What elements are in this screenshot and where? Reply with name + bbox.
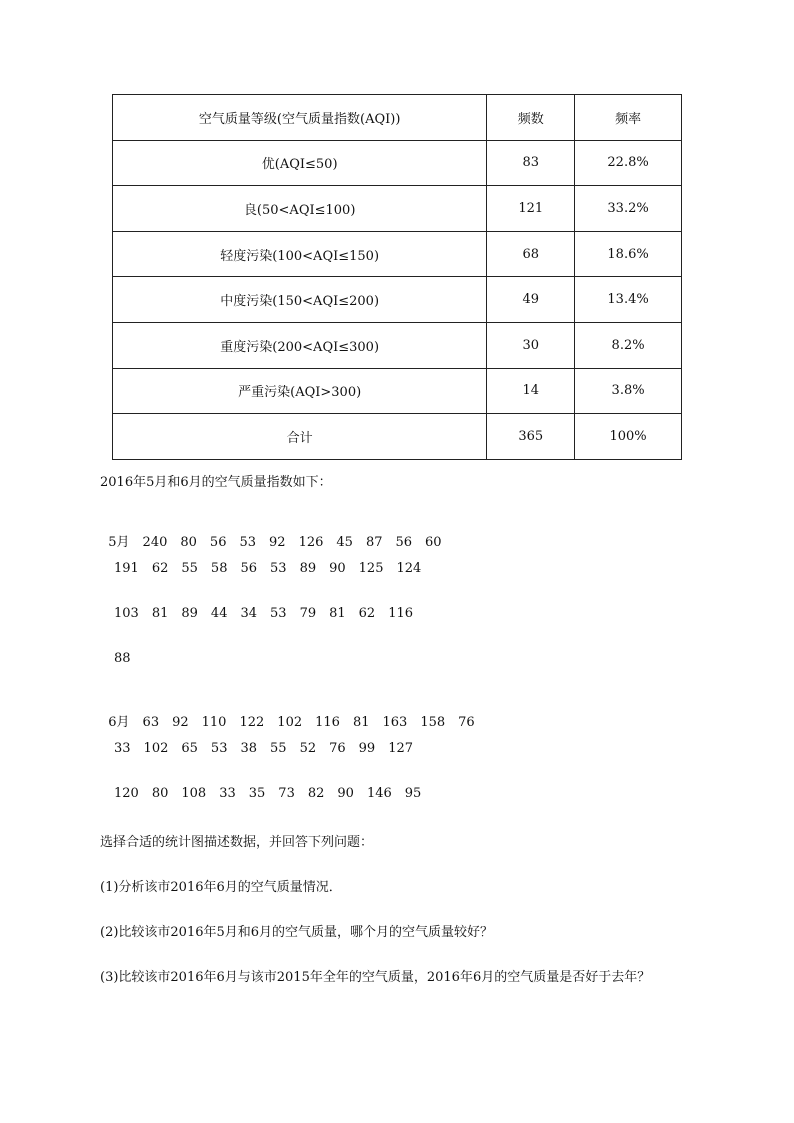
table-cell: 3.8% bbox=[575, 368, 682, 414]
aqi-value: 82 bbox=[307, 786, 325, 801]
table-cell: 83 bbox=[487, 140, 575, 186]
table-cell: 合计 bbox=[113, 414, 487, 460]
aqi-value: 116 bbox=[315, 715, 340, 730]
aqi-value: 35 bbox=[248, 786, 266, 801]
aqi-value: 108 bbox=[181, 786, 207, 801]
aqi-value: 120 bbox=[114, 786, 139, 801]
aqi-value: 125 bbox=[358, 561, 384, 576]
june-line-2 bbox=[114, 741, 426, 756]
aqi-value: 62 bbox=[358, 606, 376, 621]
intro-text: 2016年5月和6月的空气质量指数如下： bbox=[100, 475, 332, 490]
june-line-1 bbox=[100, 696, 501, 730]
question-2: (2)比较该市2016年5月和6月的空气质量，哪个月的空气质量较好？ bbox=[100, 925, 494, 940]
aqi-value: 126 bbox=[298, 535, 324, 550]
aqi-value: 33 bbox=[219, 786, 236, 801]
aqi-value: 163 bbox=[382, 715, 408, 730]
aqi-value: 38 bbox=[240, 741, 258, 756]
table-cell: 365 bbox=[487, 414, 575, 460]
aqi-value: 146 bbox=[366, 786, 392, 801]
aqi-value: 191 bbox=[114, 561, 139, 576]
aqi-value: 53 bbox=[239, 535, 257, 550]
aqi-value: 45 bbox=[336, 535, 353, 550]
table-row bbox=[113, 322, 682, 368]
table-cell: 中度污染(150<AQI≤200) bbox=[113, 277, 487, 323]
table-cell: 轻度污染(100<AQI≤150) bbox=[113, 231, 487, 277]
aqi-value: 89 bbox=[181, 606, 198, 621]
may-line-2 bbox=[114, 561, 434, 576]
aqi-value: 95 bbox=[404, 786, 422, 801]
aqi-value: 58 bbox=[210, 561, 228, 576]
aqi-value: 81 bbox=[352, 715, 370, 730]
table-cell: 68 bbox=[487, 231, 575, 277]
table-cell: 121 bbox=[487, 186, 575, 232]
aqi-value: 76 bbox=[329, 741, 346, 756]
table-row bbox=[113, 186, 682, 232]
aqi-value: 56 bbox=[209, 535, 227, 550]
table-cell: 100% bbox=[575, 414, 682, 460]
aqi-value: 55 bbox=[270, 741, 287, 756]
table-cell: 18.6% bbox=[575, 231, 682, 277]
aqi-value: 110 bbox=[201, 715, 227, 730]
aqi-value: 63 bbox=[142, 715, 160, 730]
aqi-value: 76 bbox=[458, 715, 475, 730]
table-cell: 优(AQI≤50) bbox=[113, 140, 487, 186]
aqi-frequency-table bbox=[112, 94, 682, 460]
aqi-value: 92 bbox=[172, 715, 189, 730]
aqi-value: 88 bbox=[114, 651, 131, 666]
aqi-value: 80 bbox=[151, 786, 169, 801]
aqi-value: 87 bbox=[365, 535, 383, 550]
aqi-value: 55 bbox=[181, 561, 198, 576]
aqi-value: 124 bbox=[396, 561, 422, 576]
question-1: (1)分析该市2016年6月的空气质量情况． bbox=[100, 880, 342, 895]
aqi-value: 240 bbox=[142, 535, 168, 550]
table-cell: 严重污染(AQI>300) bbox=[113, 368, 487, 414]
may-values bbox=[143, 535, 455, 550]
aqi-value: 89 bbox=[299, 561, 317, 576]
table-cell: 8.2% bbox=[575, 322, 682, 368]
table-cell: 重度污染(200<AQI≤300) bbox=[113, 322, 487, 368]
header-level: 空气质量等级(空气质量指数(AQI)) bbox=[113, 95, 487, 141]
aqi-value: 79 bbox=[299, 606, 317, 621]
table-cell: 30 bbox=[487, 322, 575, 368]
may-line-4 bbox=[114, 651, 144, 666]
aqi-value: 127 bbox=[388, 741, 414, 756]
aqi-value: 53 bbox=[270, 606, 287, 621]
aqi-value: 103 bbox=[114, 606, 139, 621]
header-rate: 频率 bbox=[575, 95, 682, 141]
aqi-value: 158 bbox=[420, 715, 446, 730]
june-values bbox=[143, 715, 488, 730]
may-label: 5月 bbox=[108, 535, 130, 550]
prompt-text: 选择合适的统计图描述数据，并回答下列问题： bbox=[100, 835, 374, 850]
aqi-value: 81 bbox=[151, 606, 169, 621]
aqi-value: 52 bbox=[299, 741, 317, 756]
may-line-3 bbox=[114, 606, 426, 621]
header-frequency: 频数 bbox=[487, 95, 575, 141]
table-cell: 22.8% bbox=[575, 140, 682, 186]
aqi-value: 62 bbox=[151, 561, 169, 576]
aqi-value: 116 bbox=[388, 606, 414, 621]
table-header-row bbox=[113, 95, 682, 141]
table-cell: 49 bbox=[487, 277, 575, 323]
table-cell: 33.2% bbox=[575, 186, 682, 232]
table-row bbox=[113, 231, 682, 277]
table-cell: 14 bbox=[487, 368, 575, 414]
table-row bbox=[113, 368, 682, 414]
aqi-value: 33 bbox=[114, 741, 131, 756]
table-cell: 13.4% bbox=[575, 277, 682, 323]
aqi-value: 99 bbox=[358, 741, 376, 756]
question-3: (3)比较该市2016年6月与该市2015年全年的空气质量，2016年6月的空气质量是否好于去年？ bbox=[100, 970, 651, 985]
aqi-value: 102 bbox=[277, 715, 303, 730]
aqi-value: 90 bbox=[337, 786, 354, 801]
aqi-value: 60 bbox=[425, 535, 442, 550]
table-row bbox=[113, 277, 682, 323]
aqi-value: 56 bbox=[395, 535, 413, 550]
june-label: 6月 bbox=[108, 715, 130, 730]
table-cell: 良(50<AQI≤100) bbox=[113, 186, 487, 232]
june-line-3 bbox=[114, 786, 434, 801]
aqi-value: 34 bbox=[240, 606, 258, 621]
aqi-value: 73 bbox=[278, 786, 295, 801]
aqi-value: 65 bbox=[181, 741, 198, 756]
aqi-value: 53 bbox=[210, 741, 228, 756]
aqi-value: 102 bbox=[143, 741, 169, 756]
table-row bbox=[113, 140, 682, 186]
aqi-value: 92 bbox=[269, 535, 286, 550]
aqi-value: 56 bbox=[240, 561, 258, 576]
aqi-value: 90 bbox=[329, 561, 346, 576]
aqi-value: 53 bbox=[270, 561, 287, 576]
table-total-row bbox=[113, 414, 682, 460]
aqi-value: 80 bbox=[180, 535, 197, 550]
may-line-1 bbox=[100, 516, 468, 550]
aqi-value: 81 bbox=[329, 606, 346, 621]
aqi-value: 122 bbox=[239, 715, 265, 730]
aqi-value: 44 bbox=[210, 606, 228, 621]
